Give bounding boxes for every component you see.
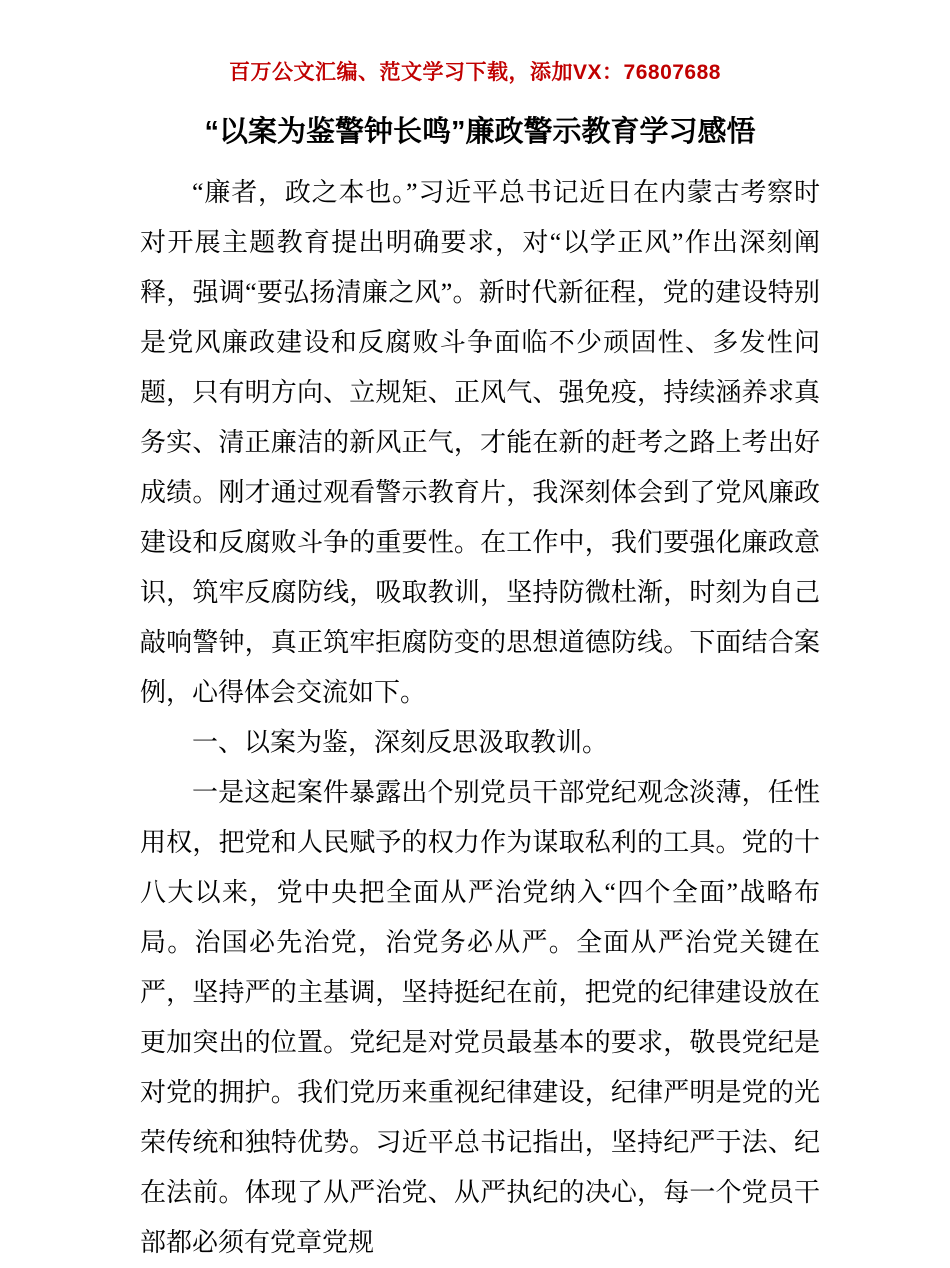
paragraph-section-one-point-one: 一是这起案件暴露出个别党员干部党纪观念淡薄，任性用权，把党和人民赋予的权力作为谋取私利的工具。党的十八大以来，党中央把全面从严治党纳入“四个全面”战略布局。治国必先治党，治党务必从严。全面从严治党关键在严，坚持严的主基调，坚持挺纪在前，把党的纪律建设放在更加突出的位置。党纪是对党员最基本的要求，敬畏党纪是对党的拥护。我们党历来重视纪律建设，纪律严明是党的光荣传统和独特优势。习近平总书记指出，坚持纪严于法、纪在法前。体现了从严治党、从严执纪的决心，每一个党员干部都必须有党章党规 [140, 778, 820, 1257]
document-body [140, 110, 820, 1268]
document-title: “以案为鉴警钟长鸣”廉政警示教育学习感悟 [204, 116, 756, 148]
paragraph-section-heading-one: 一、以案为鉴，深刻反思汲取教训。 [192, 728, 609, 757]
watermark-promo-text: 百万公文汇编、范文学习下载，添加VX：76807688 [229, 61, 721, 84]
paragraph-intro: “廉者，政之本也。”习近平总书记近日在内蒙古考察时对开展主题教育提出明确要求，对“以学正风”作出深刻阐释，强调“要弘扬清廉之风”。新时代新征程，党的建设特别是党风廉政建设和反腐败斗争面临不少顽固性、多发性问题，只有明方向、立规矩、正风气、强免疫，持续涵养求真务实、清正廉洁的新风正气，才能在新的赶考之路上考出好成绩。刚才通过观看警示教育片，我深刻体会到了党风廉政建设和反腐败斗争的重要性。在工作中，我们要强化廉政意识，筑牢反腐防线，吸取教训，坚持防微杜渐，时刻为自己敲响警钟，真正筑牢拒腐防变的思想道德防线。下面结合案例，心得体会交流如下。 [140, 178, 820, 707]
